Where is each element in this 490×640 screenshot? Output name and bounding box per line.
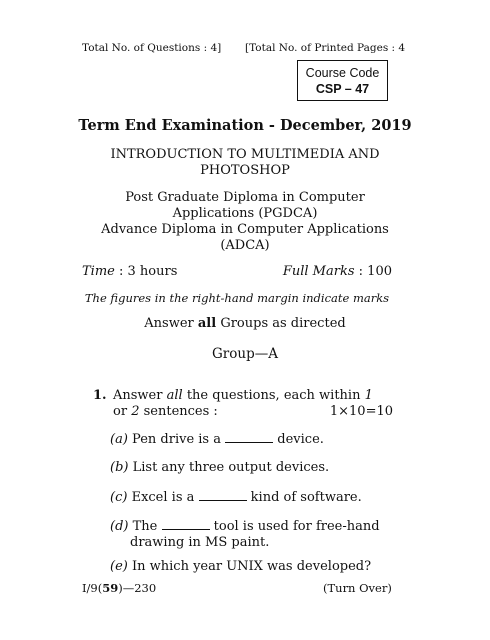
item-c: (c) Excel is a kind of software. xyxy=(110,490,362,505)
program-pgdca: Post Graduate Diploma in Computer Applications (PGDCA) xyxy=(125,190,365,221)
course-code-label: Course Code xyxy=(305,66,380,80)
question-number: 1. xyxy=(93,388,107,403)
full-marks-info: Full Marks : 100 xyxy=(282,264,392,279)
instruction: Answer all Groups as directed xyxy=(144,316,346,331)
time-marks-row xyxy=(82,264,392,279)
program-adca: Advance Diploma in Computer Applications (ADCA) xyxy=(101,222,389,253)
blank-line xyxy=(199,489,247,501)
item-d: (d) The tool is used for free-hand drawing in MS paint. xyxy=(110,519,380,550)
item-b: (b) List any three output devices. xyxy=(110,460,330,475)
blank-line xyxy=(225,431,273,443)
item-a: (a) Pen drive is a device. xyxy=(110,432,324,447)
total-questions: Total No. of Questions : 4] xyxy=(82,42,222,54)
total-pages: [Total No. of Printed Pages : 4 xyxy=(245,42,406,54)
item-e: (e) In which year UNIX was developed? xyxy=(110,559,372,574)
group-heading: Group—A xyxy=(212,346,278,362)
turn-over: (Turn Over) xyxy=(323,581,392,595)
exam-title: Term End Examination - December, 2019 xyxy=(78,117,412,134)
question-marks: 1×10=10 xyxy=(329,404,393,419)
course-code-box xyxy=(297,60,388,101)
question-text: Answer all the questions, each within 1 or 2 sentences : 1×10=10 xyxy=(113,388,393,419)
subject-title: INTRODUCTION TO MULTIMEDIA AND PHOTOSHOP xyxy=(110,147,380,178)
time-info: Time : 3 hours xyxy=(82,264,178,279)
marks-note: The figures in the right-hand margin indicate marks xyxy=(84,291,390,305)
course-code-value: CSP – 47 xyxy=(315,82,370,96)
program-list xyxy=(95,190,395,254)
paper-code: I/9(59)—230 xyxy=(82,581,157,595)
blank-line xyxy=(162,518,210,530)
